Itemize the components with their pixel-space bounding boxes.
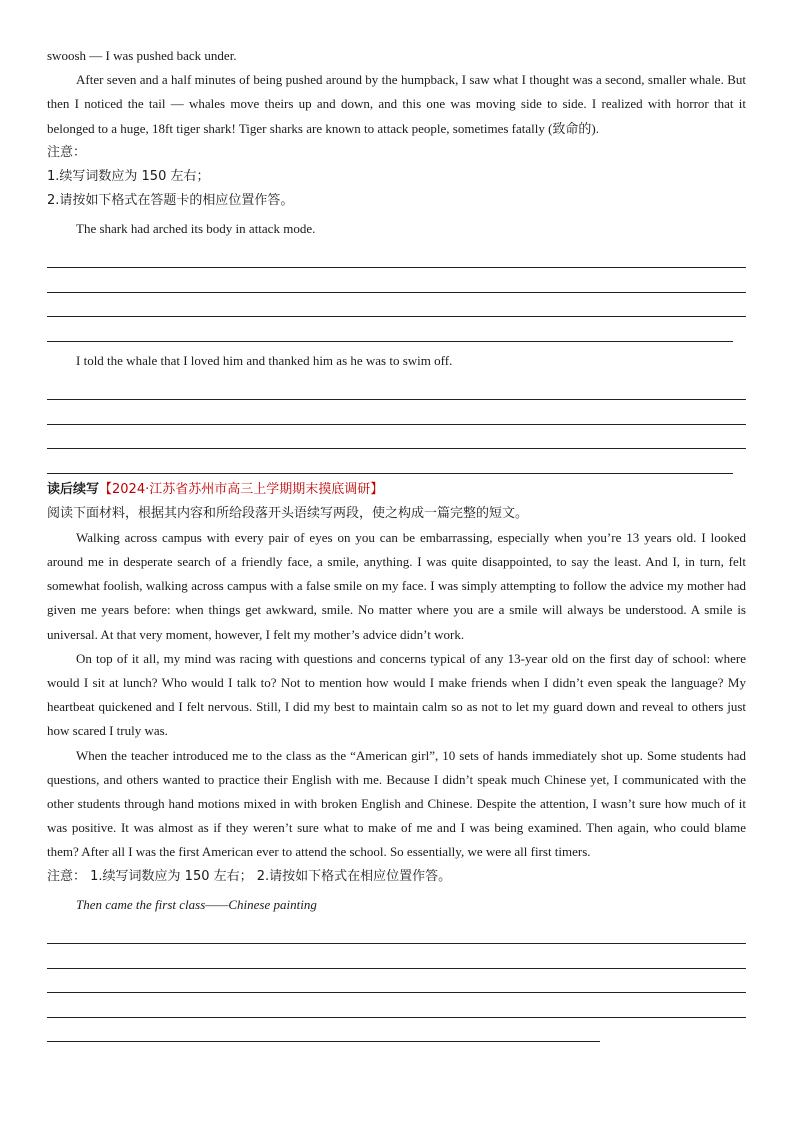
passage-paragraph: When the teacher introduced me to the class as the “American girl”, 10 sets of hands immediately shot up. Some students had questions, and others wanted to practice their English with me. Because I didn’t speak much Chinese yet, I communicated with the other students through hand motions mixed in with broken English and Chinese. Despite the attention, I wasn’t sure how much of it was positive. It was almost as if they weren’t sure what to make of me and I was being examined. Then again, who could blame them? After all I was the first American ever to attend the school. So essentially, we were all first timers. <box>47 747 746 860</box>
answer-lines-2 <box>47 376 746 474</box>
passage-paragraph: Walking across campus with every pair of eyes on you can be embarrassing, especially when you’re 13 years old. I looked around me in desperate search of a friendly face, a smile, anything. I was quite disappointed, to say the least. And I, in turn, felt somewhat foolish, walking across campus with a false smile on my face. I was simply attempting to follow the advice my mother had given me years before: when things get awkward, smile. No matter where you are a smile will always be understood. A smile is universal. At that very moment, however, I felt my mother’s advice didn’t work. <box>47 529 746 642</box>
answer-line <box>47 317 733 342</box>
answer-line <box>47 400 746 425</box>
answer-lines-1 <box>47 244 746 342</box>
note-item: 2.请按如下格式在答题卡的相应位置作答。 <box>47 192 294 208</box>
passage-paragraph: After seven and a half minutes of being pushed around by the humpback, I saw what I thought was a second, smaller whale. But then I noticed the tail — whales move theirs up and down, and this one was moving side to side. I realized with horror that it belonged to a huge, 18ft tiger shark! Tiger sharks are known to attack people, sometimes fatally (致命的). <box>47 72 746 136</box>
notes-title: 注意： <box>47 144 87 160</box>
answer-line <box>47 244 746 269</box>
answer-line <box>47 268 746 293</box>
writing-prompt-2: I told the whale that I loved him and thanked him as he was to swim off. <box>76 352 453 368</box>
answer-line <box>47 293 746 318</box>
answer-line <box>47 993 746 1018</box>
notes-line: 注意： 1.续写词数应为 150 左右； 2.请按如下格式在相应位置作答。 <box>47 868 452 884</box>
answer-line <box>47 920 746 945</box>
answer-line <box>47 425 746 450</box>
passage-continuation: swoosh — I was pushed back under. <box>47 48 237 63</box>
answer-lines-3 <box>47 920 746 1043</box>
writing-prompt-3: Then came the first class——Chinese painting <box>76 896 317 912</box>
note-item: 1.续写词数应为 150 左右； <box>47 168 210 184</box>
answer-line <box>47 1018 600 1043</box>
section-label: 读后续写 <box>47 481 100 497</box>
answer-line <box>47 969 746 994</box>
section-instruction: 阅读下面材料，根据其内容和所给段落开头语续写两段，使之构成一篇完整的短文。 <box>47 505 529 521</box>
document-page <box>47 44 746 1042</box>
answer-line <box>47 449 733 474</box>
section-source: 【2024·江苏省苏州市高三上学期期末摸底调研】 <box>99 481 384 497</box>
answer-line <box>47 376 746 401</box>
section-heading <box>47 478 746 502</box>
writing-prompt-1: The shark had arched its body in attack mode. <box>76 220 316 236</box>
passage-paragraph: On top of it all, my mind was racing with questions and concerns typical of any 13-year old on the first day of school: where would I sit at lunch? Who would I talk to? Not to mention how would I make friends when I didn’t even speak the language? My heartbeat quickened and I felt nervous. Still, I did my best to maintain calm so as not to let my guard down and reveal to others just how scared I truly was. <box>47 650 746 739</box>
answer-line <box>47 944 746 969</box>
